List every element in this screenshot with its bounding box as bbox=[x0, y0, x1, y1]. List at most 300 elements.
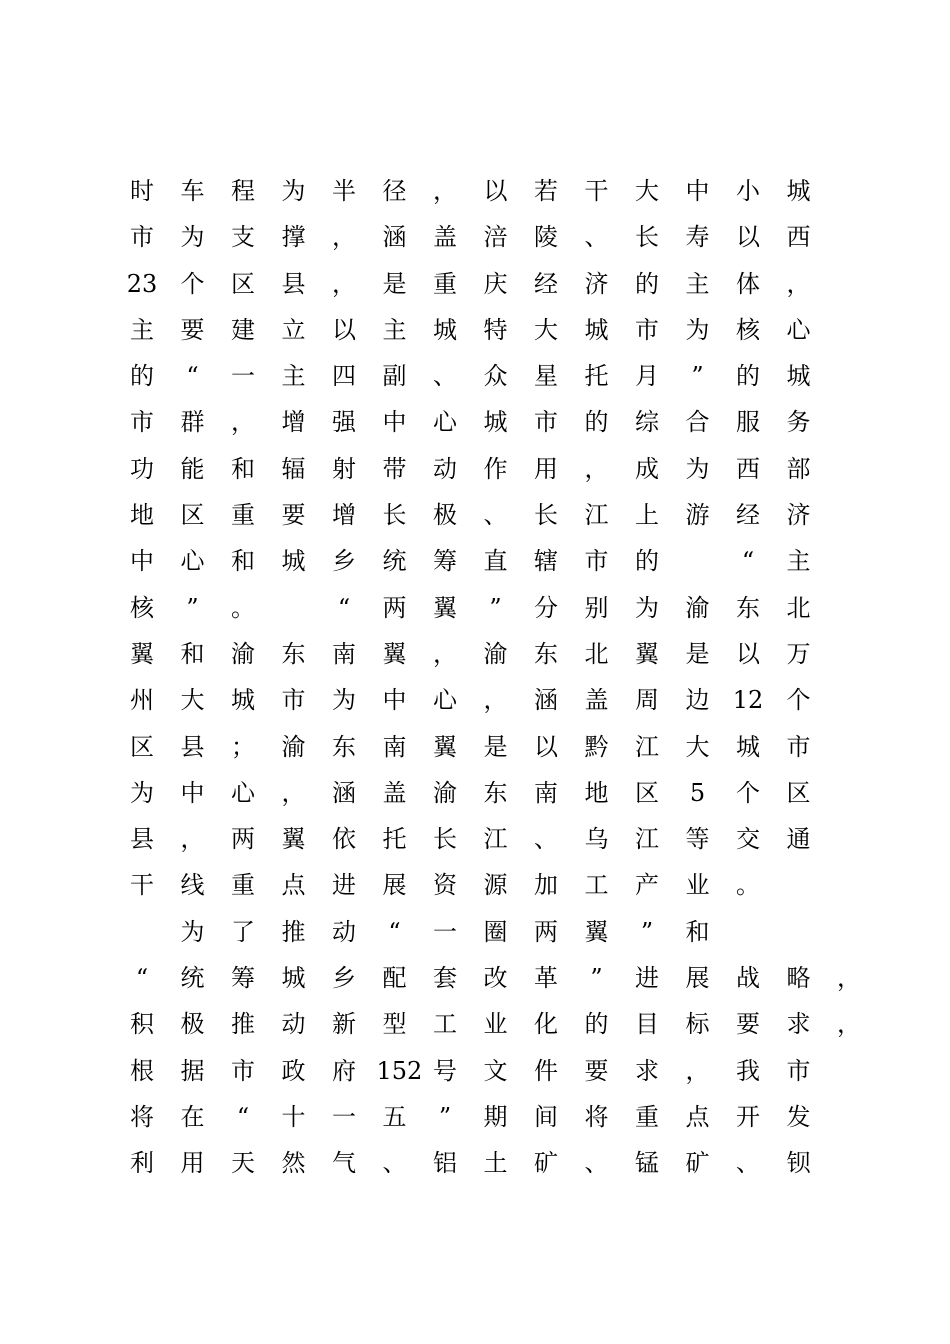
text-glyph: 城 bbox=[231, 686, 255, 715]
text-glyph: 增 bbox=[332, 501, 356, 530]
text-glyph: ， bbox=[786, 269, 811, 298]
text-glyph: 中 bbox=[180, 778, 205, 807]
text-glyph: 重 bbox=[433, 269, 457, 298]
text-glyph: 新 bbox=[332, 1010, 356, 1039]
text-glyph: 南 bbox=[382, 732, 407, 761]
text-glyph: 极 bbox=[180, 1010, 205, 1039]
text-glyph: 县 bbox=[281, 269, 306, 298]
text-glyph: 一 bbox=[332, 1102, 356, 1131]
text-line-9 bbox=[130, 538, 850, 584]
text-glyph: 目 bbox=[635, 1010, 659, 1039]
text-glyph: ” bbox=[489, 593, 502, 622]
text-glyph: 动 bbox=[281, 1010, 306, 1039]
text-glyph: 若 bbox=[534, 177, 558, 205]
text-glyph: 心 bbox=[433, 686, 457, 715]
text-glyph: 筹 bbox=[231, 964, 255, 993]
text-glyph: ， bbox=[332, 223, 356, 252]
text-glyph: 心 bbox=[433, 408, 457, 437]
text-glyph: 济 bbox=[584, 269, 609, 298]
text-glyph: 重 bbox=[231, 501, 255, 530]
text-glyph: 略 bbox=[786, 964, 811, 993]
text-glyph: 型 bbox=[382, 1010, 407, 1039]
text-glyph: 土 bbox=[483, 1149, 508, 1178]
text-glyph: 径 bbox=[382, 177, 407, 205]
text-glyph: 用 bbox=[534, 454, 558, 483]
text-glyph: 时 bbox=[130, 177, 154, 205]
text-glyph: 城 bbox=[281, 547, 306, 576]
text-glyph: 要 bbox=[584, 1056, 609, 1085]
text-glyph: 筹 bbox=[433, 547, 457, 576]
text-glyph bbox=[276, 585, 312, 631]
text-glyph: 游 bbox=[685, 501, 710, 530]
text-glyph: 锰 bbox=[635, 1149, 659, 1178]
text-glyph: 大 bbox=[685, 732, 710, 761]
text-glyph: 气 bbox=[332, 1149, 356, 1178]
text-glyph: ， bbox=[433, 639, 457, 668]
text-line-14 bbox=[130, 770, 850, 816]
text-glyph: 翼 bbox=[635, 639, 659, 668]
text-glyph: 南 bbox=[332, 639, 356, 668]
text-glyph: 城 bbox=[281, 964, 306, 993]
text-glyph: 万 bbox=[786, 639, 811, 668]
text-glyph: 渝 bbox=[433, 778, 457, 807]
text-glyph: 线 bbox=[180, 871, 205, 900]
text-glyph: 在 bbox=[180, 1102, 205, 1131]
text-glyph: 辖 bbox=[534, 547, 558, 576]
text-line-2 bbox=[130, 214, 850, 260]
text-glyph: 革 bbox=[534, 964, 558, 993]
text-glyph: 业 bbox=[685, 871, 710, 900]
text-glyph: ” bbox=[186, 593, 199, 622]
text-glyph: 区 bbox=[635, 778, 659, 807]
text-line-15 bbox=[130, 816, 850, 862]
text-glyph: 、 bbox=[534, 825, 558, 854]
text-glyph: 工 bbox=[433, 1010, 457, 1039]
text-glyph: 两 bbox=[534, 917, 558, 946]
text-glyph bbox=[124, 909, 160, 955]
text-glyph: 庆 bbox=[483, 269, 508, 298]
text-glyph: 长 bbox=[635, 223, 659, 252]
text-glyph: 区 bbox=[786, 778, 811, 807]
text-glyph: 为 bbox=[281, 177, 306, 205]
text-glyph: 经 bbox=[534, 269, 558, 298]
text-glyph: ， bbox=[332, 269, 356, 298]
text-glyph: ， bbox=[483, 686, 508, 715]
text-glyph: 大 bbox=[180, 686, 205, 715]
text-glyph: 化 bbox=[534, 1010, 558, 1039]
text-glyph: 配 bbox=[382, 964, 407, 993]
text-glyph: 作 bbox=[483, 454, 508, 483]
text-glyph: 分 bbox=[534, 593, 558, 622]
text-glyph: 为 bbox=[635, 593, 659, 622]
text-glyph: 功 bbox=[130, 454, 154, 483]
text-glyph: 上 bbox=[635, 501, 659, 530]
text-glyph: 黔 bbox=[584, 732, 609, 761]
text-glyph: 为 bbox=[685, 454, 710, 483]
text-glyph: 市 bbox=[130, 223, 154, 252]
text-glyph: 乌 bbox=[584, 825, 609, 854]
text-line-5 bbox=[130, 353, 850, 399]
text-glyph: 服 bbox=[736, 408, 760, 437]
text-glyph: 陵 bbox=[534, 223, 558, 252]
text-glyph: 东 bbox=[736, 593, 760, 622]
text-glyph: 济 bbox=[786, 501, 811, 530]
text-glyph: 建 bbox=[231, 315, 255, 344]
text-glyph: 的 bbox=[635, 269, 659, 298]
text-glyph: 射 bbox=[332, 454, 356, 483]
text-glyph: 翼 bbox=[382, 639, 407, 668]
text-glyph: 五 bbox=[382, 1102, 407, 1131]
text-glyph: 要 bbox=[180, 315, 205, 344]
text-glyph: 工 bbox=[584, 871, 609, 900]
text-glyph: 、 bbox=[382, 1149, 407, 1178]
text-glyph: 两 bbox=[382, 593, 407, 622]
text-line-21 bbox=[130, 1094, 850, 1140]
text-glyph: 合 bbox=[685, 408, 710, 437]
text-glyph: 翼 bbox=[130, 639, 154, 668]
text-glyph: 、 bbox=[584, 1149, 609, 1178]
text-glyph: 、 bbox=[433, 362, 457, 391]
text-glyph: 北 bbox=[584, 639, 609, 668]
text-glyph: 长 bbox=[382, 501, 407, 530]
text-glyph: 车 bbox=[180, 177, 205, 205]
text-glyph: 能 bbox=[180, 454, 205, 483]
text-glyph: 主 bbox=[786, 547, 811, 576]
text-glyph: 和 bbox=[180, 639, 205, 668]
text-glyph: ” bbox=[691, 362, 704, 391]
text-glyph: 文 bbox=[483, 1056, 508, 1085]
text-glyph: ， bbox=[584, 454, 609, 483]
text-glyph: 四 bbox=[332, 362, 356, 391]
text-glyph: 的 bbox=[130, 362, 154, 391]
text-glyph: 、 bbox=[584, 223, 609, 252]
text-glyph bbox=[680, 538, 716, 584]
text-glyph: 区 bbox=[180, 501, 205, 530]
text-glyph: 推 bbox=[231, 1010, 255, 1039]
text-glyph: 以 bbox=[483, 177, 508, 205]
text-glyph: 标 bbox=[685, 1010, 710, 1039]
text-glyph: 5 bbox=[689, 778, 706, 807]
text-glyph: 市 bbox=[281, 686, 306, 715]
text-glyph: “ bbox=[388, 917, 401, 946]
text-glyph: 江 bbox=[483, 825, 508, 854]
text-glyph: 长 bbox=[433, 825, 457, 854]
text-glyph: 西 bbox=[736, 454, 760, 483]
text-glyph: 主 bbox=[130, 315, 154, 344]
text-glyph: 152 bbox=[376, 1056, 423, 1085]
text-glyph: 展 bbox=[382, 871, 407, 900]
text-glyph: 的 bbox=[584, 408, 609, 437]
text-glyph: 周 bbox=[635, 686, 659, 715]
text-glyph: 翼 bbox=[433, 593, 457, 622]
text-glyph: 23 bbox=[126, 269, 158, 298]
text-glyph: 月 bbox=[635, 362, 659, 391]
text-glyph: 矿 bbox=[685, 1149, 710, 1178]
text-glyph: 强 bbox=[332, 408, 356, 437]
text-glyph: 改 bbox=[483, 964, 508, 993]
text-glyph: 和 bbox=[231, 454, 255, 483]
text-glyph: 业 bbox=[483, 1010, 508, 1039]
text-line-16 bbox=[130, 862, 850, 908]
text-line-8 bbox=[130, 492, 850, 538]
text-glyph: 主 bbox=[382, 315, 407, 344]
text-glyph: 为 bbox=[332, 686, 356, 715]
text-glyph: ， bbox=[180, 825, 205, 854]
text-glyph: 主 bbox=[685, 269, 710, 298]
text-glyph: 。 bbox=[231, 593, 255, 622]
text-glyph: 两 bbox=[231, 825, 255, 854]
text-glyph: 产 bbox=[635, 871, 659, 900]
text-glyph: 市 bbox=[130, 408, 154, 437]
text-glyph: 我 bbox=[736, 1056, 760, 1085]
text-glyph: 间 bbox=[534, 1102, 558, 1131]
text-glyph: 市 bbox=[534, 408, 558, 437]
text-glyph: 渝 bbox=[483, 639, 508, 668]
text-glyph: 涵 bbox=[332, 778, 356, 807]
text-glyph: 等 bbox=[685, 825, 710, 854]
text-glyph: 的 bbox=[635, 547, 659, 576]
text-glyph: ； bbox=[231, 732, 255, 761]
text-glyph: 城 bbox=[433, 315, 457, 344]
text-glyph: 以 bbox=[736, 223, 760, 252]
text-glyph: 交 bbox=[736, 825, 760, 854]
body-text bbox=[126, 168, 861, 1187]
text-glyph: 政 bbox=[281, 1056, 306, 1085]
text-line-6 bbox=[130, 399, 850, 445]
text-glyph: 边 bbox=[685, 686, 710, 715]
text-glyph: 撑 bbox=[281, 223, 306, 252]
text-glyph: “ bbox=[186, 362, 199, 391]
text-glyph: 城 bbox=[786, 362, 811, 391]
text-glyph: 府 bbox=[332, 1056, 356, 1085]
text-glyph: 大 bbox=[635, 177, 659, 205]
text-glyph: 区 bbox=[130, 732, 154, 761]
text-glyph: 据 bbox=[180, 1056, 205, 1085]
text-glyph: 推 bbox=[281, 917, 306, 946]
text-glyph: 州 bbox=[130, 686, 154, 715]
text-glyph: 直 bbox=[483, 547, 508, 576]
text-glyph: 点 bbox=[281, 871, 306, 900]
text-glyph: ， bbox=[231, 408, 255, 437]
text-glyph: 将 bbox=[130, 1102, 154, 1131]
text-glyph: 务 bbox=[786, 408, 811, 437]
text-glyph: 点 bbox=[685, 1102, 710, 1131]
text-glyph: 钡 bbox=[786, 1149, 811, 1178]
text-glyph: 辐 bbox=[281, 454, 306, 483]
text-glyph: 涵 bbox=[534, 686, 558, 715]
text-glyph: 为 bbox=[180, 917, 205, 946]
text-glyph: 个 bbox=[786, 686, 811, 715]
text-glyph: 乡 bbox=[332, 964, 356, 993]
text-glyph: 市 bbox=[786, 732, 811, 761]
text-glyph: 江 bbox=[584, 501, 609, 530]
text-glyph: 将 bbox=[584, 1102, 609, 1131]
text-glyph: 西 bbox=[786, 223, 811, 252]
text-glyph: 天 bbox=[231, 1149, 255, 1178]
text-glyph: 要 bbox=[736, 1010, 760, 1039]
text-glyph: 盖 bbox=[584, 686, 609, 715]
text-glyph: 市 bbox=[635, 315, 659, 344]
text-line-20 bbox=[130, 1048, 850, 1094]
text-glyph: “ bbox=[741, 547, 755, 576]
text-glyph: “ bbox=[135, 964, 149, 993]
text-glyph: 为 bbox=[130, 778, 154, 807]
text-glyph: 发 bbox=[786, 1102, 811, 1131]
text-glyph: 是 bbox=[685, 639, 710, 668]
text-glyph: 中 bbox=[685, 177, 710, 205]
text-glyph: 加 bbox=[534, 871, 558, 900]
text-glyph: 城 bbox=[483, 408, 508, 437]
text-glyph: 展 bbox=[685, 964, 710, 993]
text-glyph: 然 bbox=[281, 1149, 306, 1178]
text-glyph: 带 bbox=[382, 454, 407, 483]
text-glyph: 托 bbox=[584, 362, 609, 391]
text-glyph: 资 bbox=[433, 871, 457, 900]
text-glyph: 一 bbox=[231, 362, 255, 391]
text-glyph: 通 bbox=[786, 825, 811, 854]
text-glyph: 区 bbox=[231, 269, 255, 298]
text-glyph: 城 bbox=[786, 177, 811, 205]
text-glyph: 市 bbox=[584, 547, 609, 576]
text-glyph: ， bbox=[837, 964, 861, 993]
text-glyph: 重 bbox=[635, 1102, 659, 1131]
text-glyph: 程 bbox=[231, 177, 255, 205]
text-glyph: 心 bbox=[786, 315, 811, 344]
text-glyph: 地 bbox=[584, 778, 609, 807]
text-glyph: 和 bbox=[685, 917, 710, 946]
text-glyph: 中 bbox=[382, 408, 407, 437]
text-glyph: 江 bbox=[635, 732, 659, 761]
text-glyph: 心 bbox=[231, 778, 255, 807]
text-line-17 bbox=[130, 909, 850, 955]
text-glyph: 乡 bbox=[332, 547, 356, 576]
text-glyph: 江 bbox=[635, 825, 659, 854]
text-glyph: 星 bbox=[534, 362, 558, 391]
text-glyph: 的 bbox=[736, 362, 760, 391]
text-glyph: 干 bbox=[130, 871, 154, 900]
text-glyph: 心 bbox=[180, 547, 205, 576]
text-glyph: 战 bbox=[736, 964, 760, 993]
text-glyph: 期 bbox=[483, 1102, 508, 1131]
text-glyph: 是 bbox=[483, 732, 508, 761]
text-glyph: 地 bbox=[130, 501, 154, 530]
text-glyph: 副 bbox=[382, 362, 407, 391]
text-line-19 bbox=[130, 1001, 861, 1047]
text-glyph: 翼 bbox=[433, 732, 457, 761]
text-glyph: 个 bbox=[736, 778, 760, 807]
text-glyph: 以 bbox=[332, 315, 356, 344]
text-glyph: 统 bbox=[382, 547, 407, 576]
text-glyph: 成 bbox=[635, 454, 659, 483]
text-glyph: 盖 bbox=[433, 223, 457, 252]
text-glyph: 依 bbox=[332, 825, 356, 854]
text-glyph: 增 bbox=[281, 408, 306, 437]
text-glyph: ” bbox=[640, 917, 654, 946]
text-glyph: 和 bbox=[231, 547, 255, 576]
text-glyph: 小 bbox=[736, 177, 760, 205]
text-line-10 bbox=[130, 585, 850, 631]
text-glyph: ， bbox=[837, 1010, 861, 1039]
text-glyph: 支 bbox=[231, 223, 255, 252]
text-glyph: 北 bbox=[786, 593, 811, 622]
text-glyph: 动 bbox=[433, 454, 457, 483]
text-line-22 bbox=[130, 1140, 850, 1186]
text-glyph: 东 bbox=[332, 732, 356, 761]
text-glyph: 涪 bbox=[483, 223, 508, 252]
text-glyph: 托 bbox=[382, 825, 407, 854]
text-glyph: 用 bbox=[180, 1149, 205, 1178]
text-glyph: 源 bbox=[483, 871, 508, 900]
text-glyph: 一 bbox=[433, 917, 457, 946]
text-glyph: “ bbox=[337, 593, 351, 622]
text-glyph: 渝 bbox=[685, 593, 710, 622]
text-glyph: ， bbox=[433, 177, 457, 205]
text-glyph: 积 bbox=[130, 1010, 154, 1039]
text-glyph: 开 bbox=[736, 1102, 760, 1131]
text-glyph: 别 bbox=[584, 593, 609, 622]
text-glyph: 个 bbox=[180, 269, 205, 298]
text-glyph: 、 bbox=[483, 501, 508, 530]
text-glyph: 重 bbox=[231, 871, 255, 900]
text-glyph: 大 bbox=[534, 315, 558, 344]
text-glyph: 体 bbox=[736, 269, 760, 298]
text-line-3 bbox=[126, 261, 850, 307]
text-glyph: 东 bbox=[281, 639, 306, 668]
text-glyph: 盖 bbox=[382, 778, 407, 807]
text-glyph: 市 bbox=[231, 1056, 255, 1085]
text-glyph: 要 bbox=[281, 501, 306, 530]
text-glyph: 县 bbox=[130, 825, 154, 854]
text-glyph: 十 bbox=[281, 1102, 306, 1131]
text-line-7 bbox=[130, 446, 850, 492]
text-glyph: “ bbox=[236, 1102, 250, 1131]
text-glyph: 的 bbox=[584, 1010, 609, 1039]
text-glyph: 群 bbox=[180, 408, 205, 437]
text-glyph: 号 bbox=[433, 1056, 457, 1085]
text-glyph: 半 bbox=[332, 177, 356, 205]
text-glyph: 进 bbox=[332, 871, 356, 900]
text-glyph: 核 bbox=[130, 593, 154, 622]
text-glyph: 、 bbox=[736, 1149, 760, 1178]
text-glyph: 以 bbox=[534, 732, 558, 761]
text-line-4 bbox=[130, 307, 850, 353]
text-glyph: 求 bbox=[786, 1010, 811, 1039]
text-glyph: 渝 bbox=[231, 639, 255, 668]
text-glyph: 翼 bbox=[584, 917, 609, 946]
text-line-12 bbox=[130, 677, 850, 723]
text-glyph: 。 bbox=[736, 871, 760, 900]
text-glyph: 立 bbox=[281, 315, 306, 344]
text-glyph: 了 bbox=[231, 917, 255, 946]
text-glyph: 12 bbox=[732, 686, 764, 715]
text-glyph: 县 bbox=[180, 732, 205, 761]
text-glyph: ， bbox=[685, 1056, 710, 1085]
text-glyph: 进 bbox=[635, 964, 659, 993]
text-glyph: ” bbox=[438, 1102, 452, 1131]
text-glyph: 动 bbox=[332, 917, 356, 946]
text-glyph: 东 bbox=[483, 778, 508, 807]
text-glyph: 市 bbox=[786, 1056, 811, 1085]
text-glyph: 长 bbox=[534, 501, 558, 530]
text-line-1 bbox=[130, 168, 850, 214]
text-glyph: 翼 bbox=[281, 825, 306, 854]
text-glyph: 中 bbox=[130, 547, 154, 576]
text-glyph: 件 bbox=[534, 1056, 558, 1085]
text-glyph: 部 bbox=[786, 454, 811, 483]
text-glyph: 是 bbox=[382, 269, 407, 298]
text-glyph: 特 bbox=[483, 315, 508, 344]
text-glyph: 求 bbox=[635, 1056, 659, 1085]
